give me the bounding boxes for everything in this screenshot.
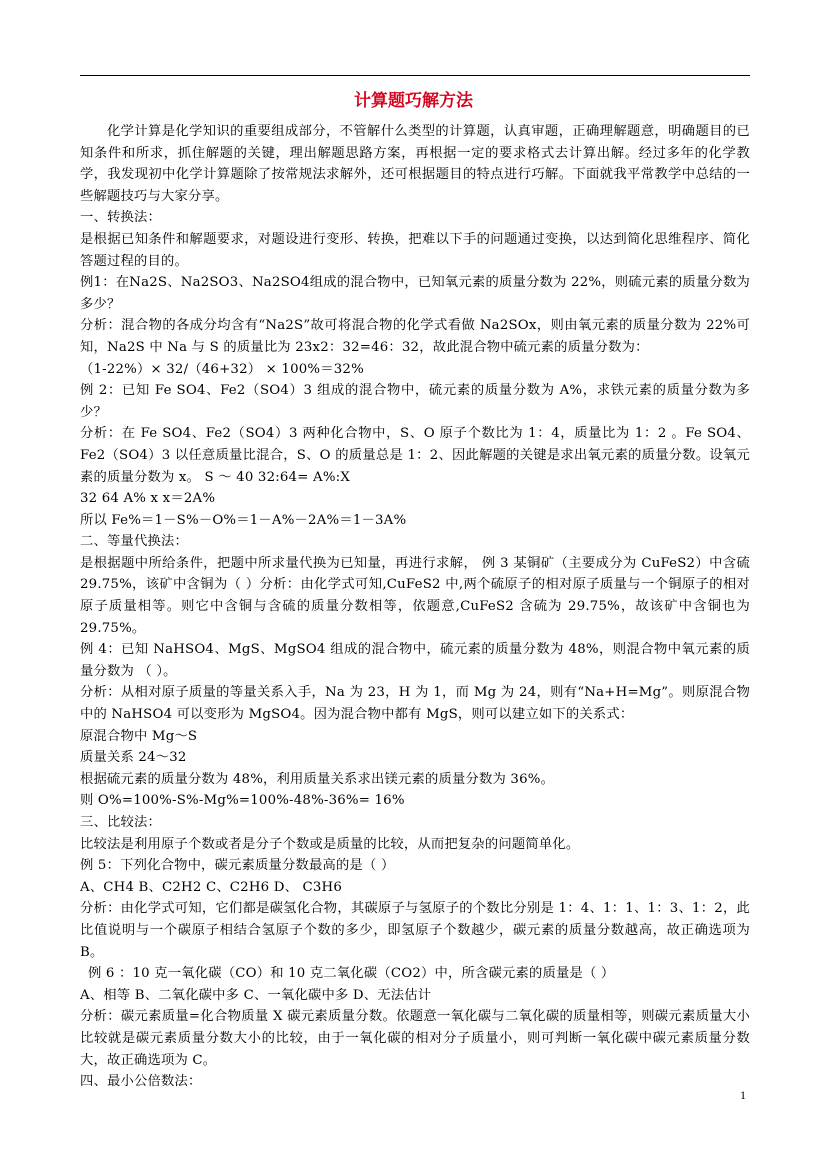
formula-line: 原混合物中 Mg～S xyxy=(80,728,198,744)
formula-line: 32 64 A% x x＝2A% xyxy=(80,491,216,507)
analysis-5: 分析：由化学式可知，它们都是碳氢化合物，其碳原子与氢原子的个数比分别是 1：4、1：1、1：3、1：2，此比值说明与一个碳原子相结合氢原子个数的多少，即氢原子个数越少，碳元素的质量分数越高，故正确选项为 B。 xyxy=(80,901,750,960)
paragraph: 根据硫元素的质量分数为 48%，利用质量关系求出镁元素的质量分数为 36%。 xyxy=(80,771,555,787)
formula-line: 则 O%=100%-S%-Mg%=100%-48%-36%= 16% xyxy=(80,793,405,809)
paragraph: 是根据已知条件和解题要求，对题设进行变形、转换，把难以下手的问题通过变换，以达到简化思维程序、简化答题过程的目的。 xyxy=(80,231,750,269)
page-number: 1 xyxy=(740,1088,746,1102)
section-heading-substitution: 二、等量代换法： xyxy=(80,534,188,550)
document-title: 计算题巧解方法 xyxy=(354,91,473,111)
analysis-2: 分析：在 Fe SO4、Fe2（SO4）3 两种化合物中，S、O 原子个数比为 1：4，质量比为 1：2 。Fe SO4、Fe2（SO4）3 以任意质量比混合，S、O 的质量总是 1：2、因此解题的关键是求出氧元素的质量分数。设氧元素的质量分数为 x。 S ～ 40 32:64= A%:X xyxy=(80,426,750,485)
analysis-6: 分析：碳元素质量=化合物质量 X 碳元素质量分数。依题意一氧化碳与二氧化碳的质量相等，则碳元素质量大小比较就是碳元素质量分数大小的比较，由于一氧化碳的相对分子质量小，则可判断一氧化碳中碳元素质量分数大，故正确选项为 C。 xyxy=(80,1009,750,1068)
section-heading-lcm: 四、最小公倍数法： xyxy=(80,1074,202,1090)
document-body xyxy=(80,121,750,1093)
example-4: 例 4：已知 NaHSO4、MgS、MgSO4 组成的混合物中，硫元素的质量分数为 48%，则混合物中氧元素的质量分数为 （ ）。 xyxy=(80,642,750,679)
example-1: 例1：在Na2S、Na2SO3、Na2SO4组成的混合物中，已知氧元素的质量分数为 22%，则硫元素的质量分数为多少？ xyxy=(80,275,750,312)
options-line: A、相等 B、二氧化碳中多 C、一氧化碳中多 D、无法估计 xyxy=(80,987,432,1003)
header-rule xyxy=(80,75,750,76)
paragraph: 是根据题中所给条件，把题中所求量代换为已知量，再进行求解， 例 3 某铜矿（主要成分为 CuFeS2）中含硫 29.75%，该矿中含铜为（ ）分析：由化学式可知,CuFeS2 中,两个硫原子的相对原子质量与一个铜原子的相对原子质量相等。则它中含铜与含硫的质量分数相等，依题意,CuFeS2 含硫为 29.75%，故该矿中含铜也为 29.75%。 xyxy=(80,555,750,636)
example-6: 例 6 ：10 克一氧化碳（CO）和 10 克二氧化碳（CO2）中，所含碳元素的质量是（ ） xyxy=(88,966,615,982)
section-heading-conversion: 一、转换法： xyxy=(80,210,161,226)
formula-line: 所以 Fe%＝1－S%－O%＝1－A%－2A%＝1－3A% xyxy=(80,512,407,528)
analysis-4: 分析：从相对原子质量的等量关系入手，Na 为 23，H 为 1，而 Mg 为 24，则有“Na+H=Mg”。则原混合物中的 NaHSO4 可以变形为 MgSO4。因为混合物中都有 MgS，则可以建立如下的关系式： xyxy=(80,685,750,723)
intro-paragraph: 化学计算是化学知识的重要组成部分，不管解什么类型的计算题，认真审题，正确理解题意，明确题目的已知条件和所求，抓住解题的关键，理出解题思路方案，再根据一定的要求格式去计算出解。经过多年的化学教学，我发现初中化学计算题除了按常规法求解外，还可根据题目的特点进行巧解。下面就我平常教学中总结的一些解题技巧与大家分享。 xyxy=(80,124,750,204)
options-line: A、CH4 B、C2H2 C、C2H6 D、 C3H6 xyxy=(80,879,343,895)
example-5: 例 5：下列化合物中，碳元素质量分数最高的是（ ） xyxy=(80,858,395,874)
formula-line: （1-22%）× 32/（46+32） × 100%＝32% xyxy=(80,361,364,377)
formula-line: 质量关系 24～32 xyxy=(80,750,187,766)
analysis-1: 分析：混合物的各成分均含有“Na2S”故可将混合物的化学式看做 Na2SOx，则由氧元素的质量分数为 22%可知，Na2S 中 Na 与 S 的质量比为 23x2：32=46：32，故此混合物中硫元素的质量分数为： xyxy=(80,318,750,355)
section-heading-comparison: 三、比较法： xyxy=(80,815,161,830)
example-2: 例 2：已知 Fe SO4、Fe2（SO4）3 组成的混合物中，硫元素的质量分数为 A%，求铁元素的质量分数为多少？ xyxy=(80,383,750,420)
paragraph: 比较法是利用原子个数或者是分子个数或是质量的比较，从而把复杂的问题简单化。 xyxy=(80,836,580,852)
